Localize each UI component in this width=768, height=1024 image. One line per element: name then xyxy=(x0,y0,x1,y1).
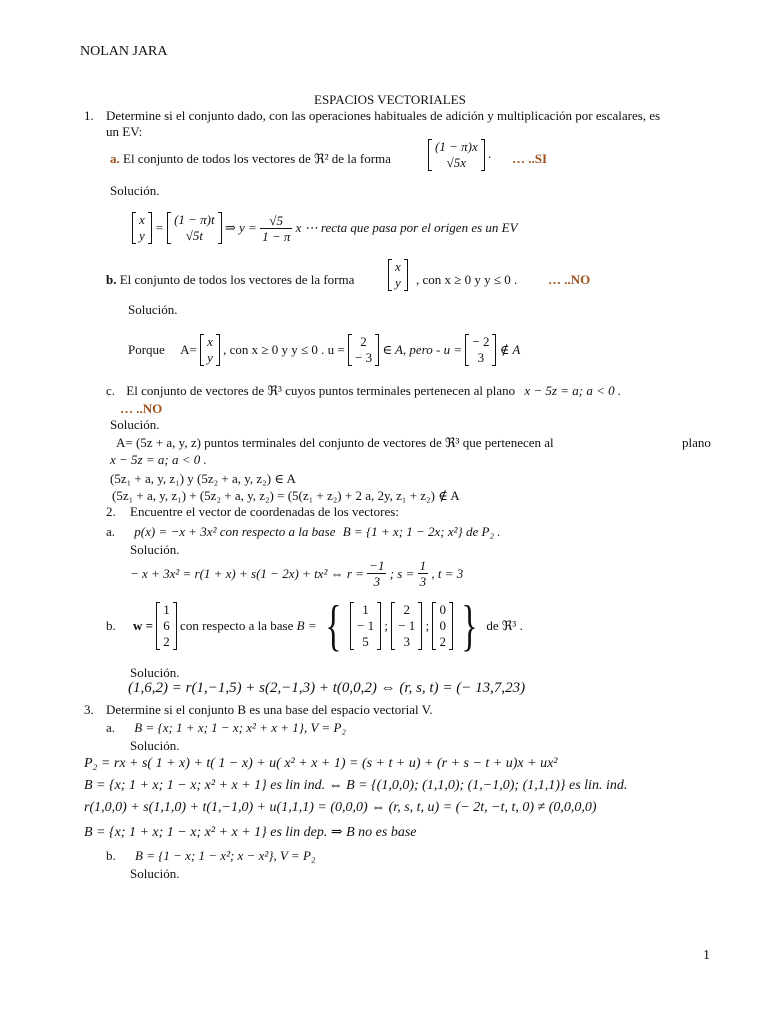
problem-3a xyxy=(106,720,346,736)
problem-3-number: 3. xyxy=(84,702,94,717)
problem-1c-solution-line-3: (5z₁ + a, y, z₁) y (5z₂ + a, y, z₂) ∈ A xyxy=(110,471,296,486)
problem-1a-solution-label: Solución. xyxy=(110,183,160,198)
page-number: 1 xyxy=(703,948,710,963)
page-title: ESPACIOS VECTORIALES xyxy=(314,92,466,107)
matrix-bottom: √5x xyxy=(446,155,467,170)
problem-2a-base: B = {1 + x; 1 − 2x; x²} de P₂ . xyxy=(342,524,501,539)
problem-3a-solution-line-4: B = {x; 1 + x; 1 − x; x² + x + 1} es lin dep. ⇒ B no es base xyxy=(84,825,417,840)
problem-1c-label: c. xyxy=(106,383,116,398)
problem-1c xyxy=(106,383,621,399)
problem-2b-solution-equation: (1,6,2) = r(1,−1,5) + s(2,−1,3) + t(0,0,2) ⇔ (r, s, t) = (− 13,7,23) xyxy=(128,680,526,696)
problem-1-number: 1. xyxy=(84,108,94,123)
problem-1a xyxy=(110,151,391,167)
problem-1b-solution-line: Porque A= x y , con x ≥ 0 y y ≤ 0 . u = 2 − 3 ∈ A, pero - u = − 2 3 ∉ A xyxy=(128,334,521,365)
problem-1c-solution-line-1: A= (5z + a, y, z) puntos terminales del conjunto de vectores de ℜ³ que pertenecen al xyxy=(116,435,554,450)
problem-1-statement-cont: un EV: xyxy=(106,124,143,139)
problem-1a-solution-equation: x y = (1 − π)t √5t ⇒ y = $\frac{√5}{1 - \pi}$ x ⋯ recta que pasa por el origen es un EV xyxy=(132,212,518,244)
problem-2a-text: p(x) = −x + 3x² con respecto a la base xyxy=(134,524,336,539)
problem-1c-text: El conjunto de vectores de ℜ³ cuyos puntos terminales pertenecen al plano xyxy=(126,383,516,398)
problem-2a-solution-equation: − x + 3x² = r(1 + x) + s(1 − 2x) + tx² ⇔ r = $\frac{-1}{3}$ ; s = $\frac{1}{3}$ , t = 3 xyxy=(130,558,464,589)
problem-2b: b. w = 1 6 2 con respecto a la base B = { 1 − 1 5 ; 2 − 1 3 ; 0 0 2 } de ℜ³ . xyxy=(106,595,523,657)
problem-3a-solution-line-3: r(1,0,0) + s(1,1,0) + t(1,−1,0) + u(1,1,1) = (0,0,0) ⇔ (r, s, t, u) = (− 2t, −t, t, 0) ≠ (0,0,0,0) xyxy=(84,800,597,815)
problem-1b-matrix: x y xyxy=(388,259,408,291)
problem-1a-answer: … ..SI xyxy=(512,151,548,166)
problem-1a-text: El conjunto de todos los vectores de ℜ² de la forma xyxy=(123,151,391,166)
problem-1b-text: El conjunto de todos los vectores de la forma xyxy=(119,272,355,287)
problem-1a-matrix: (1 − π)x √5x . xyxy=(428,139,491,171)
problem-3b-solution-label: Solución. xyxy=(130,866,180,881)
problem-1c-solution-line-4: (5z₁ + a, y, z₁) + (5z₂ + a, y, z₂) = (5(z₁ + z₂) + 2 a, 2y, z₁ + z₂) ∉ A xyxy=(112,488,460,503)
problem-1b-answer: … ..NO xyxy=(548,272,591,287)
problem-1b-condition: , con x ≥ 0 y y ≤ 0 . xyxy=(416,272,518,287)
problem-1c-plane: x − 5z = a; a < 0 . xyxy=(524,383,622,398)
problem-3b-set: B = {1 − x; 1 − x²; x − x²}, V = P₂ xyxy=(135,848,316,863)
problem-3a-solution-line-2: B = {x; 1 + x; 1 − x; x² + x + 1} es lin ind. ⇔ B = {(1,0,0); (1,1,0); (1,−1,0); (1,1,1)} es lin. ind. xyxy=(84,778,628,793)
problem-3-statement: Determine si el conjunto B es una base del espacio vectorial V. xyxy=(106,702,433,717)
problem-1-statement: Determine si el conjunto dado, con las operaciones habituales de adición y multiplicación por escalares, es xyxy=(106,108,661,123)
problem-3a-set: B = {x; 1 + x; 1 − x; x² + x + 1}, V = P₂ xyxy=(134,720,346,735)
problem-1b-label: b. xyxy=(106,272,117,287)
problem-3a-solution-line-1: P₂ = rx + s( 1 + x) + t( 1 − x) + u( x² + x + 1) = (s + t + u) + (r + s − t + u)x + ux² xyxy=(84,756,558,771)
problem-3a-label: a. xyxy=(106,720,116,735)
matrix-top: (1 − π)x xyxy=(435,139,478,154)
problem-1a-label: a. xyxy=(110,151,120,166)
problem-1b-solution-label: Solución. xyxy=(128,302,178,317)
problem-2-statement: Encuentre el vector de coordenadas de los vectores: xyxy=(130,504,399,519)
problem-1c-solution-label: Solución. xyxy=(110,417,160,432)
author-header: NOLAN JARA xyxy=(80,44,168,59)
problem-2a xyxy=(106,524,501,540)
problem-2a-solution-label: Solución. xyxy=(130,542,180,557)
problem-2-number: 2. xyxy=(106,504,116,519)
problem-2b-solution-label: Solución. xyxy=(130,665,180,680)
problem-3b xyxy=(106,848,315,864)
problem-1c-answer: … ..NO xyxy=(120,401,163,416)
problem-1b xyxy=(106,272,354,288)
problem-1c-solution-line-2: x − 5z = a; a < 0 . xyxy=(110,452,207,467)
problem-1c-solution-line-1-end: plano xyxy=(682,435,711,450)
problem-3b-label: b. xyxy=(106,848,116,863)
problem-2a-label: a. xyxy=(106,524,116,539)
problem-3a-solution-label: Solución. xyxy=(130,738,180,753)
